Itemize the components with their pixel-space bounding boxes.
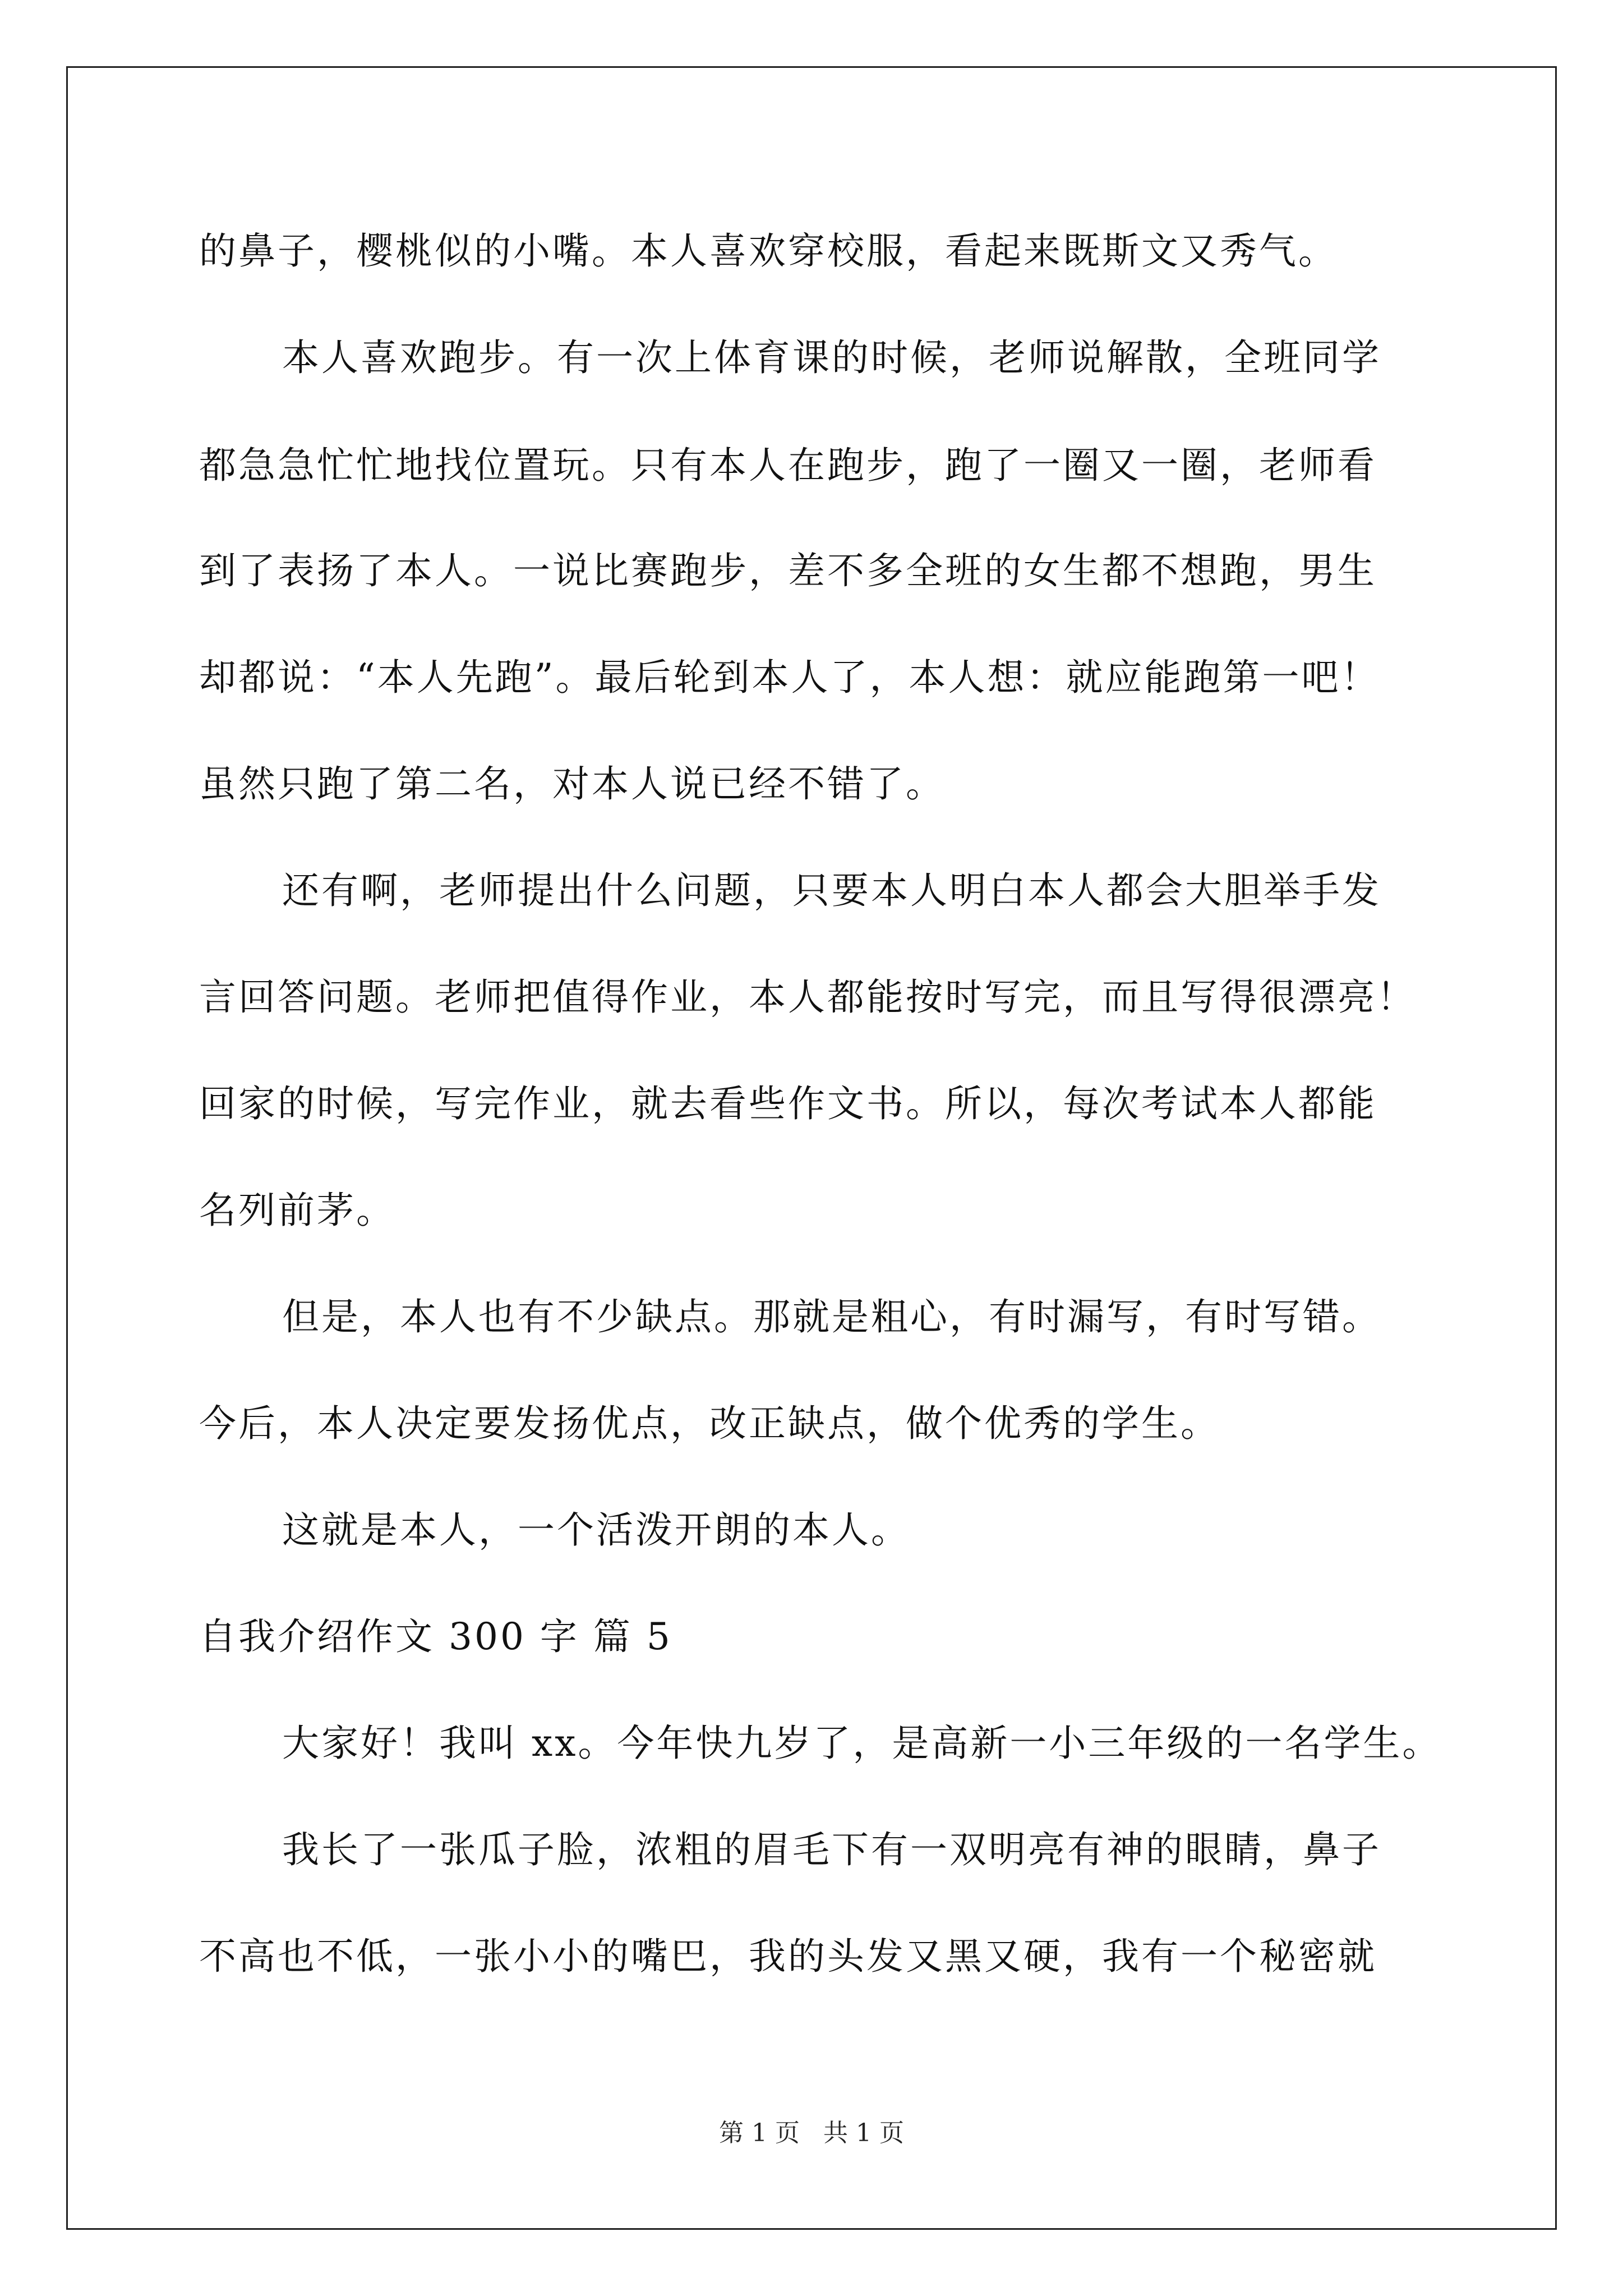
page-footer (0, 2118, 1623, 2149)
paragraph-first-line: 大家好！我叫 xx。今年快九岁了，是高新一小三年级的一名学生。 (282, 1722, 1442, 1765)
paragraph-first-line: 这就是本人，一个活泼开朗的本人。 (282, 1508, 910, 1552)
text-line: 不高也不低，一张小小的嘴巴，我的头发又黑又硬，我有一个秘密就 (199, 1935, 1377, 1978)
paragraph-first-line: 本人喜欢跑步。有一次上体育课的时候，老师说解散，全班同学 (282, 336, 1381, 379)
text-line: 都急急忙忙地找位置玩。只有本人在跑步，跑了一圈又一圈，老师看 (199, 444, 1377, 487)
paragraph-first-line: 我长了一张瓜子脸，浓粗的眉毛下有一双明亮有神的眼睛，鼻子 (282, 1828, 1381, 1871)
paragraph-first-line: 还有啊，老师提出什么问题，只要本人明白本人都会大胆举手发 (282, 869, 1381, 912)
text-line: 回家的时候，写完作业，就去看些作文书。所以，每次考试本人都能 (199, 1082, 1377, 1125)
page-number-total: 共 1 页 (823, 2119, 904, 2147)
text-line: 却都说：“本人先跑”。最后轮到本人了，本人想：就应能跑第一吧！ (199, 656, 1380, 699)
paragraph-first-line: 但是，本人也有不少缺点。那就是粗心，有时漏写，有时写错。 (282, 1295, 1381, 1338)
section-heading: 自我介绍作文 300 字 篇 5 (199, 1615, 672, 1658)
text-line: 的鼻子，樱桃似的小嘴。本人喜欢穿校服，看起来既斯文又秀气。 (199, 229, 1338, 273)
page-border (66, 66, 1557, 2230)
text-line: 今后，本人决定要发扬优点，改正缺点，做个优秀的学生。 (199, 1402, 1220, 1445)
text-line: 到了表扬了本人。一说比赛跑步，差不多全班的女生都不想跑，男生 (199, 549, 1377, 592)
text-line: 名列前茅。 (199, 1189, 395, 1232)
text-line: 虽然只跑了第二名，对本人说已经不错了。 (199, 762, 945, 806)
page-number-current: 第 1 页 (719, 2119, 800, 2147)
text-line: 言回答问题。老师把值得作业，本人都能按时写完，而且写得很漂亮！ (199, 976, 1416, 1019)
